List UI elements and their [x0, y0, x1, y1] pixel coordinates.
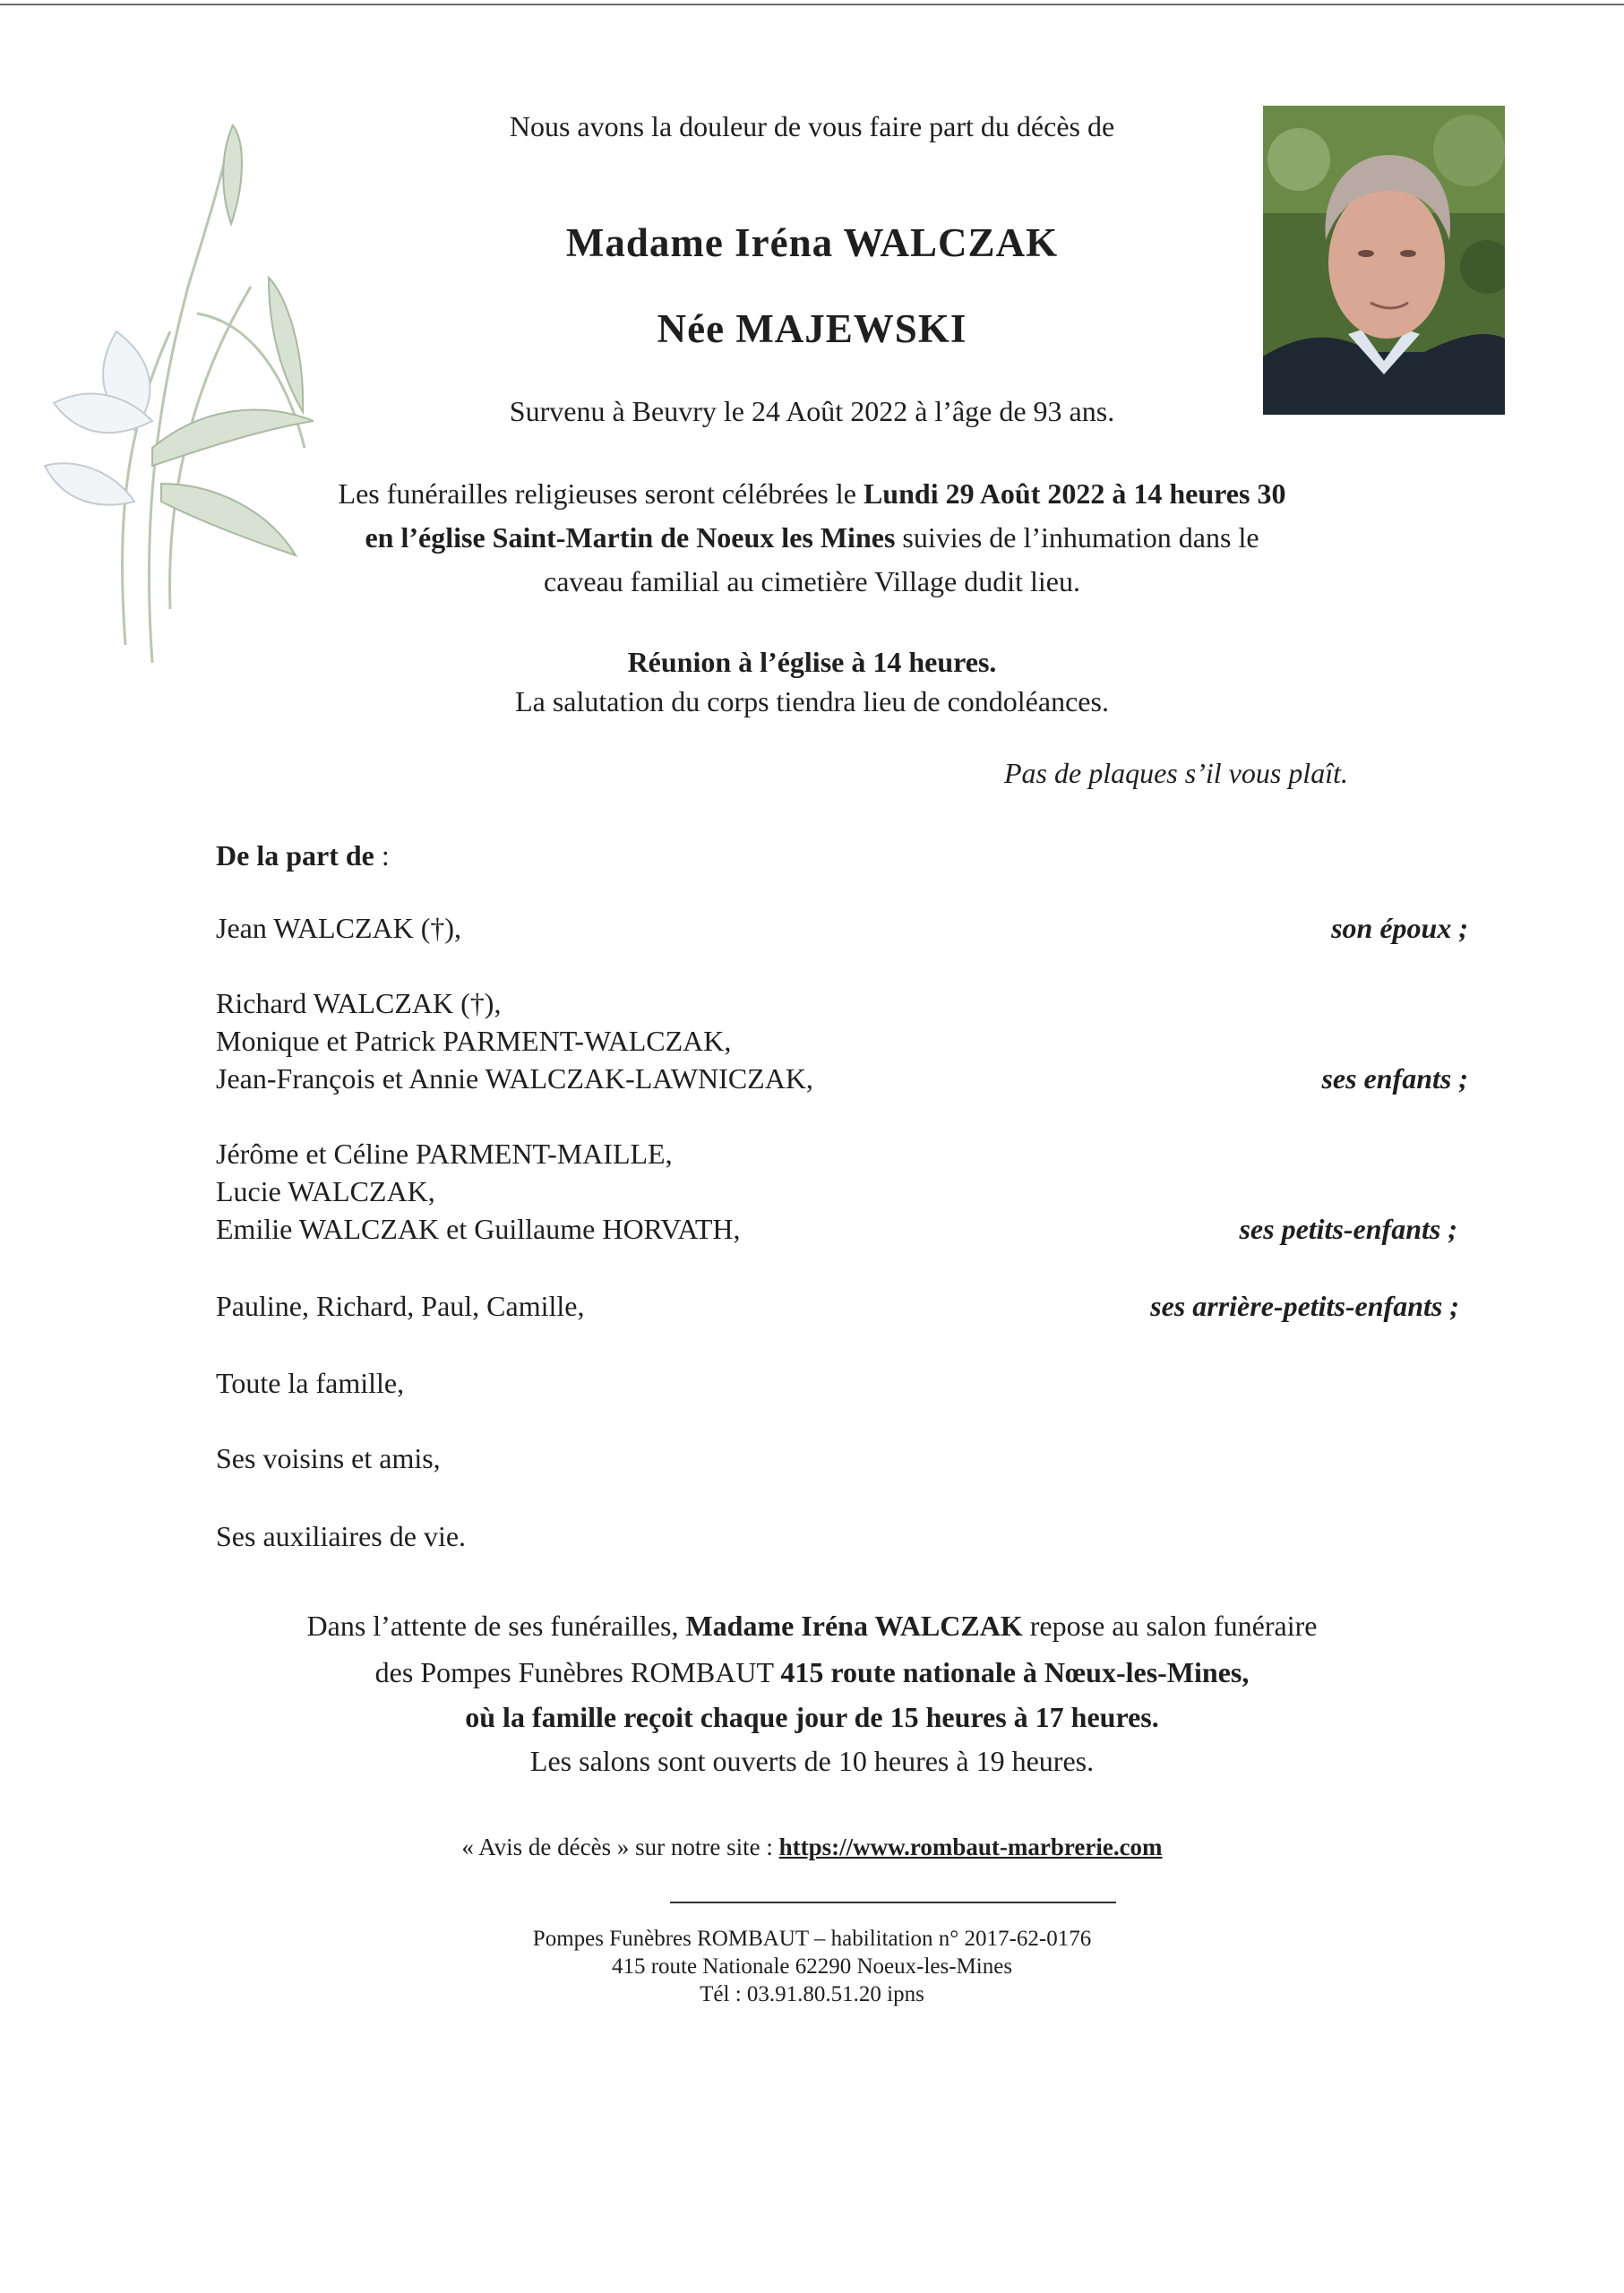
funeral-church: en l’église Saint-Martin de Noeux les Mines [365, 521, 896, 554]
repose-line-2 [0, 1656, 1624, 1689]
intro-text: Nous avons la douleur de vous faire part du décès de [509, 110, 1115, 142]
funeral-line-2-text: suivies de l’inhumation dans le [895, 521, 1259, 554]
repose-line-2-text: des Pompes Funèbres ROMBAUT [374, 1656, 781, 1688]
reunion-text: Réunion à l’église à 14 heures. [627, 646, 997, 678]
website-link[interactable]: https://www.rombaut-marbrerie.com [778, 1834, 1163, 1860]
top-border-line [0, 4, 1624, 5]
funeral-line-2 [0, 521, 1624, 554]
footer-phone: Tél : 03.91.80.51.20 ipns [700, 1982, 924, 2006]
repose-line-3: où la famille reçoit chaque jour de 15 heures à 17 heures. [465, 1701, 1159, 1733]
family-name: Toute la famille, [216, 1367, 405, 1399]
deceased-details: Survenu à Beuvry le 24 Août 2022 à l’âge de 93 ans. [509, 395, 1115, 427]
from-label: De la part de [216, 839, 374, 872]
family-name: Jean-François et Annie WALCZAK-LAWNICZAK, [216, 1062, 813, 1095]
footer-divider [670, 1902, 1116, 1903]
repose-line-4: Les salons sont ouverts de 10 heures à 19 heures. [529, 1745, 1095, 1777]
funeral-line-1 [0, 477, 1624, 511]
funeral-date: Lundi 29 Août 2022 à 14 heures 30 [863, 477, 1286, 510]
repose-line-1-text: Dans l’attente de ses funérailles, [306, 1610, 686, 1642]
repose-line-1-end: repose au salon funéraire [1022, 1610, 1318, 1642]
funeral-line-3: caveau familial au cimetière Village dudit lieu. [543, 565, 1080, 597]
family-relation: ses petits-enfants ; [1239, 1213, 1457, 1245]
repose-name: Madame Iréna WALCZAK [685, 1610, 1023, 1642]
deceased-name: Madame Iréna WALCZAK [565, 220, 1059, 265]
maiden-name: Née MAJEWSKI [657, 306, 967, 351]
salutation-text: La salutation du corps tiendra lieu de condoléances. [515, 685, 1109, 717]
family-name: Monique et Patrick PARMENT-WALCZAK, [216, 1025, 732, 1057]
website-label: « Avis de décès » sur notre site : [461, 1834, 779, 1860]
family-name: Jean WALCZAK (†), [216, 912, 462, 944]
family-relation: ses enfants ; [1321, 1062, 1468, 1095]
footer-company: Pompes Funèbres ROMBAUT – habilitation n° 2017-62-0176 [532, 1927, 1092, 1951]
repose-address: 415 route nationale à Nœux-les-Mines, [780, 1656, 1250, 1688]
family-name: Pauline, Richard, Paul, Camille, [216, 1290, 585, 1322]
family-relation: ses arrière-petits-enfants ; [1150, 1290, 1459, 1322]
family-name: Emilie WALCZAK et Guillaume HORVATH, [216, 1213, 741, 1245]
family-name: Ses voisins et amis, [216, 1442, 441, 1474]
family-name: Lucie WALCZAK, [216, 1175, 435, 1207]
website-line [0, 1834, 1624, 1861]
from-colon: : [374, 839, 390, 872]
funeral-line-1-text: Les funérailles religieuses seront célébrées le [338, 477, 864, 510]
family-relation: son époux ; [1331, 912, 1468, 944]
family-name: Jérôme et Céline PARMENT-MAILLE, [216, 1138, 673, 1170]
family-name: Ses auxiliaires de vie. [216, 1520, 467, 1552]
from-heading [216, 839, 390, 872]
no-plaques-note: Pas de plaques s’il vous plaît. [1004, 757, 1348, 789]
footer-address: 415 route Nationale 62290 Noeux-les-Mines [611, 1954, 1013, 1979]
repose-line-1 [0, 1610, 1624, 1643]
family-name: Richard WALCZAK (†), [216, 987, 502, 1019]
